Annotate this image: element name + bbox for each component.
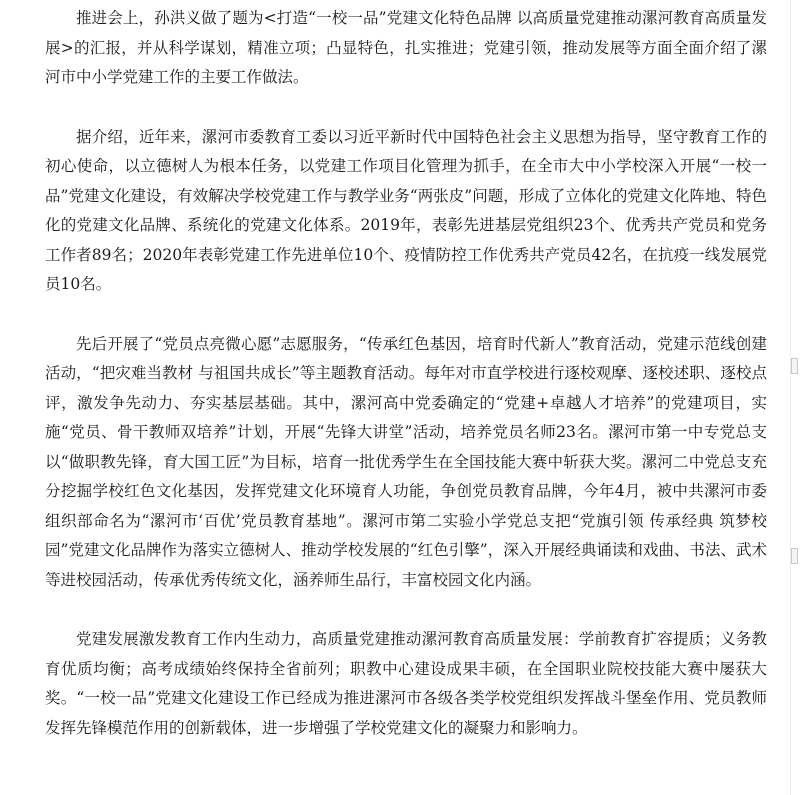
scroll-marker-lower[interactable] (791, 548, 798, 564)
scroll-marker-upper[interactable] (791, 358, 798, 374)
scrollbar[interactable] (790, 0, 800, 795)
paragraph-introduction: 据介绍，近年来，漯河市委教育工委以习近平新时代中国特色社会主义思想为指导，坚守教育工作的初心使命，以立德树人为根本任务，以党建工作项目化管理为抓手，在全市大中小学校深入开展“一校一品”党建文化建设，有效解决学校党建工作与教学业务“两张皮”问题，形成了立体化的党建文化阵地、特色化的党建文化品牌、系统化的党建文化体系。2019年，表彰先进基层党组织23个、优秀共产党员和党务工作者89名；2020年表彰党建工作先进单位10个、疫情防控工作优秀共产党员42名，在抗疫一线发展党员10名。 (45, 127, 767, 293)
paragraph-report-summary: 推进会上，孙洪义做了题为<打造“一校一品”党建文化特色品牌 以高质量党建推动漯河教育高质量发展>的汇报，并从科学谋划，精准立项；凸显特色，扎实推进；党建引领，推动发展等方面全面介绍了漯河市中小学党建工作的主要工作做法。 (45, 9, 767, 86)
paragraph-development: 党建发展激发教育工作内生动力，高质量党建推动漯河教育高质量发展：学前教育扩容提质；义务教育优质均衡；高考成绩始终保持全省前列；职教中心建设成果丰硕，在全国职业院校技能大赛中屡获大奖。“一校一品”党建文化建设工作已经成为推进漯河市各级各类学校党组织发挥战斗堡垒作用、党员教师发挥先锋模范作用的创新载体，进一步增强了学校党建文化的凝聚力和影响力。 (45, 630, 767, 737)
article-body (45, 4, 767, 773)
paragraph-activities: 先后开展了“党员点亮微心愿”志愿服务，“传承红色基因，培育时代新人”教育活动，党建示范线创建活动，“把灾难当教材 与祖国共成长”等主题教育活动。每年对市直学校进行逐校观摩、逐校述职、逐校点评，激发争先动力、夯实基层基础。其中，漯河高中党委确定的“党建+卓越人才培养”的党建项目，实施“党员、骨干教师双培养”计划，开展“先锋大讲堂”活动，培养党员名师23名。漯河市第一中专党总支以“做职教先锋，育大国工匠”为目标，培育一批优秀学生在全国技能大赛中斩获大奖。漯河二中党总支充分挖掘学校红色文化基因，发挥党建文化环境育人功能，争创党员教育品牌，今年4月，被中共漯河市委组织部命名为“漯河市‘百优’党员教育基地”。漯河市第二实验小学党总支把“党旗引领 传承经典 筑梦校园”党建文化品牌作为落实立德树人、推动学校发展的“红色引擎”，深入开展经典诵读和戏曲、书法、武术等进校园活动，传承优秀传统文化，涵养师生品行，丰富校园文化内涵。 (45, 334, 767, 589)
